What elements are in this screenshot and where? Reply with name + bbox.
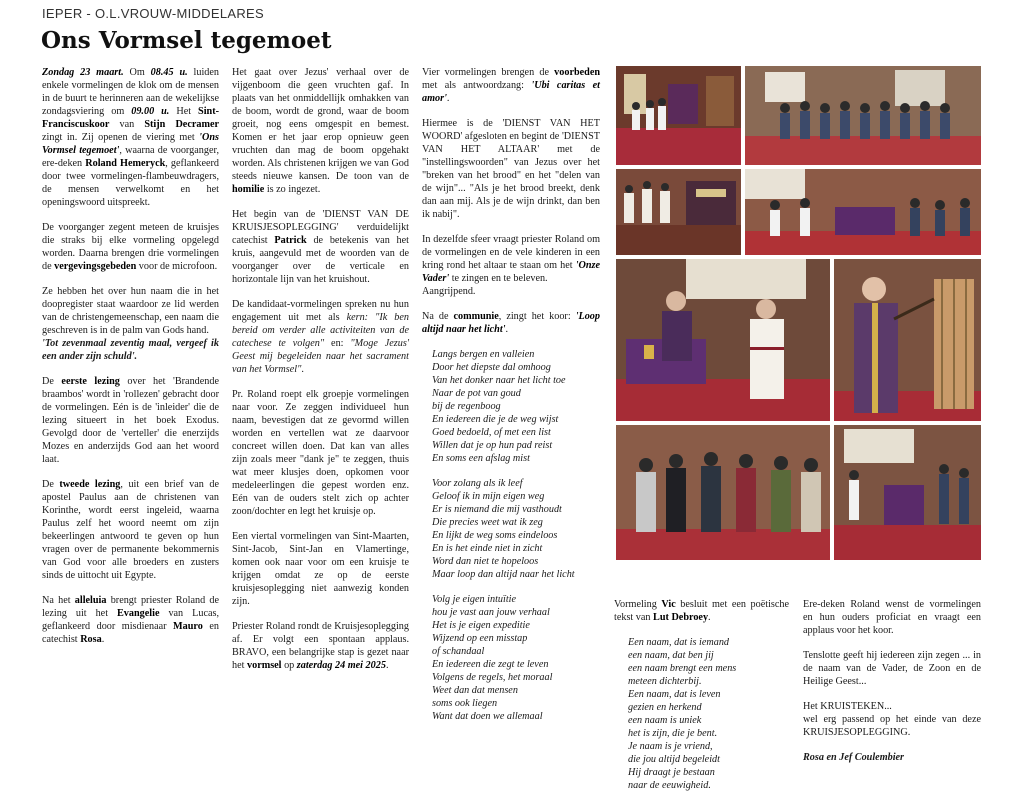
text-run: 08.45 u. xyxy=(150,67,188,78)
text-run: Zondag 23 maart. xyxy=(42,67,124,78)
text-run: . xyxy=(301,364,304,375)
author-signature: Rosa en Jef Coulembier xyxy=(803,752,905,763)
text-run: Rosa xyxy=(80,634,102,645)
text-run: Om xyxy=(123,67,151,78)
text-run: met als antwoordzang: xyxy=(422,80,532,91)
paragraph xyxy=(42,285,219,363)
article-column-1 xyxy=(42,66,219,658)
article-column-4 xyxy=(614,598,789,792)
paragraph xyxy=(422,233,600,298)
paragraph xyxy=(803,598,981,637)
text-run: 'Ubi caritas et amor' xyxy=(422,80,600,104)
photo-collage xyxy=(616,66,981,560)
text-run: zaterdag 24 mei 2025 xyxy=(296,660,386,671)
text-run: op xyxy=(281,660,297,671)
text-run: Stijn Decramer xyxy=(144,119,219,130)
text-run: , geflankeerd door twee vormelingen-flambeuwdragers, de mensen verwelkomt en het openingswoord uitspreekt. xyxy=(42,158,220,208)
poem-line: een naam, dat ben jij xyxy=(628,650,714,661)
article-headline: Ons Vormsel tegemoet xyxy=(41,27,332,54)
text-run: Ere-deken Roland wenst de vormelingen en hun ouders proficiat en vraagt een applaus voor het koor. xyxy=(803,599,981,636)
text-run: kern: "Ik ben bereid om verder alle activiteiten van de catechese te volgen" xyxy=(232,312,409,349)
text-run: , uit een brief van de apostel Paulus aan de christenen van Korinthe, wordt eerst ingeleid, waarna Paulus zelf het woord neemt om zijn bekeerlingen antwoord te geven op hun vragen over de permanente bekommernis van God voor alle broeders en zusters sinds de uittocht uit Egypte. xyxy=(42,479,219,581)
poem-line: Een naam, dat is leven xyxy=(628,689,721,700)
text-run: vormsel xyxy=(247,660,282,671)
text-run: Na de xyxy=(422,311,454,322)
poem-line: Er is niemand die mij vasthoudt xyxy=(432,504,562,515)
song-lyrics xyxy=(432,348,600,723)
text-run: De xyxy=(42,479,60,490)
poem-line: of schandaal xyxy=(432,646,485,657)
poem-line: die jou altijd begeleidt xyxy=(628,754,720,765)
text-run: Roland Hemeryck xyxy=(85,158,166,169)
text-run: Vier vormelingen brengen de xyxy=(422,67,555,78)
poem-line: Van het donker naar het licht toe xyxy=(432,375,566,386)
text-run: Het KRUISTEKEN... xyxy=(803,701,892,712)
text-run: 'Tot zevenmaal zeventig maal, vergeef ik een ander zijn schuld'. xyxy=(42,338,219,362)
photo-priest-blessing xyxy=(834,259,981,421)
text-run: is zo ingezet. xyxy=(264,184,321,195)
poem-line: een naam is uniek xyxy=(628,715,702,726)
poem-line: Langs bergen en valleien xyxy=(432,349,535,360)
poem-line: Voor zolang als ik leef xyxy=(432,478,523,489)
paragraph xyxy=(614,598,789,624)
text-run: In dezelfde sfeer vraagt priester Roland om de vormelingen en de vele kinderen in een kring rond het altaar te staan om het xyxy=(422,234,600,271)
poem-line: Hij draagt je bestaan xyxy=(628,767,715,778)
text-run: . xyxy=(446,93,450,104)
text-run: wel erg passend op het einde van deze KRUISJESOPLEGGING. xyxy=(803,714,981,738)
poem-line: gezien en herkend xyxy=(628,702,702,713)
text-run: homilie xyxy=(232,184,265,195)
text-run: "Moge Jezus' Geest mij begeleiden naar het sacrament van het Vormsel" xyxy=(232,338,409,375)
poem-line: Maar loop dan altijd naar het licht xyxy=(432,569,575,580)
text-run: . xyxy=(385,660,389,671)
text-run: Aangrijpend. xyxy=(422,286,476,297)
text-run: Ze hebben het over hun naam die in het doopregister staat waardoor ze lid werden van de christengemeenschap, een naam die geschreven is in de palm van Gods hand. xyxy=(42,286,219,336)
text-run: eerste lezing xyxy=(61,376,120,387)
poem-line: hou je vast aan jouw verhaal xyxy=(432,607,550,618)
poem-line: het is zijn, die je bent. xyxy=(628,728,718,739)
text-run: besluit met een poëtische tekst van xyxy=(614,599,789,623)
text-run: Een viertal vormelingen van Sint-Maarten, Sint-Jacob, Sint-Jan en Vlamertinge, komen ook naar voor om een kruisje te krijgen omdat ze op de eerste kruisjesoplegging niet aanwezig konden zijn. xyxy=(232,531,409,607)
poem-line: Door het diepste dal omhoog xyxy=(432,362,551,373)
text-run: Hiermee is de 'DIENST VAN HET WOORD' afgesloten en begint de 'DIENST VAN HET ALTAAR' met de "instellingswoorden" van Jezus over het "breken van het brood" en het "delen van de wijn"... "Als je het brood breekt, denk dan aan mij. Als je de wijn drinkt, dan ben ik nabij". xyxy=(422,118,600,220)
paragraph xyxy=(422,66,600,105)
text-run: vergevingsgebeden xyxy=(54,261,137,272)
text-run: communie xyxy=(453,311,499,322)
text-run: Patrick xyxy=(274,235,307,246)
text-run: alleluia xyxy=(74,595,107,606)
poem-line: bij de regenboog xyxy=(432,401,501,412)
photo-church-row xyxy=(616,169,741,255)
paragraph xyxy=(42,66,219,209)
text-run: Tenslotte geeft hij iedereen zijn zegen ... in de naam van de Vader, de Zoon en de Heilige Geest... xyxy=(803,650,981,687)
text-run: de betekenis van het kruis, aangevuld met de woorden van de voorganger over de verticale en horizontale lijn van het kruishout. xyxy=(232,235,410,285)
text-run: . xyxy=(708,612,711,623)
text-run: Het begin van de 'DIENST VAN DE KRUISJESOPLEGGING' verduidelijkt catechist xyxy=(232,209,409,246)
text-run: 09.00 u. xyxy=(131,106,170,117)
poem-line: Want dat doen we allemaal xyxy=(432,711,543,722)
paragraph xyxy=(42,375,219,466)
text-run: Pr. Roland roept elk groepje vormelingen naar voor. Ze zeggen individueel hun naam, bevestigen dat ze gevormd willen worden en vertellen wat ze daarvoor concreet willen doen. Dat kan van alles zijn zoals meer "dank je" te zeggen, thuis wat meer klusjes doen, opkomen voor medeleerlingen die gepest worden enz. Eén van de ouders stelt zich op achter zoon/dochter en legt het kruisje op. xyxy=(232,389,409,517)
text-run: Het xyxy=(169,106,199,117)
photo-priest-reading xyxy=(616,259,830,421)
paragraph xyxy=(422,117,600,221)
paragraph xyxy=(232,388,409,518)
photo-choir xyxy=(745,66,981,165)
paragraph xyxy=(232,530,409,608)
text-run: De voorganger zegent meteen de kruisjes die straks bij elke vormeling opgelegd worden. Daarna brengen drie vormelingen de xyxy=(42,222,219,272)
text-run: . xyxy=(505,324,509,335)
poem-line: En soms een afslag mist xyxy=(432,453,530,464)
photo-procession xyxy=(616,66,741,165)
article-column-3 xyxy=(422,66,600,723)
paragraph xyxy=(232,620,409,672)
poem xyxy=(628,636,789,792)
text-run: Lut Debroey xyxy=(653,612,709,623)
poem-line: een naam brengt een mens xyxy=(628,663,737,674)
poem-line: Naar de pot van goud xyxy=(432,388,521,399)
section-kicker: IEPER - O.L.VROUW-MIDDELARES xyxy=(42,6,264,21)
poem-line: En is het einde niet in zicht xyxy=(432,543,543,554)
poem-line: naar de eeuwigheid. xyxy=(628,780,711,791)
text-run: Na het xyxy=(42,595,75,606)
paragraph xyxy=(232,66,409,196)
paragraph xyxy=(232,298,409,376)
paragraph xyxy=(422,310,600,336)
text-run: Priester Roland rondt de Kruisjesoplegging af. Er volgt een spontaan applaus. BRAVO, een belangrijke stap is gezet naar het xyxy=(232,621,409,671)
poem-line: Wijzend op een misstap xyxy=(432,633,528,644)
article-column-2 xyxy=(232,66,409,684)
poem-line: En iedereen die zegt te leven xyxy=(432,659,549,670)
text-run: Vormeling xyxy=(614,599,662,610)
text-run: 'Ons Vormsel tegemoet' xyxy=(42,132,219,156)
poem-line: meteen dichterbij. xyxy=(628,676,702,687)
paragraph xyxy=(232,208,409,286)
paragraph xyxy=(803,700,981,739)
photo-confirmands xyxy=(616,425,830,560)
poem-line: En lijkt de weg soms eindeloos xyxy=(432,530,558,541)
poem-line: Word dan niet te hopeloos xyxy=(432,556,539,567)
photo-choir-stand xyxy=(834,425,981,560)
poem-line: Weet dan dat mensen xyxy=(432,685,518,696)
paragraph xyxy=(42,594,219,646)
article-column-5 xyxy=(803,598,981,776)
text-run: zingt in. Zij openen de viering met xyxy=(42,132,200,143)
poem-line: Die precies weet wat ik zeg xyxy=(432,517,543,528)
text-run: over het 'Brandende braambos' wordt in 'rollezen' gebracht door de vormelingen. Eén is de 'inleider' die de lezing situeert in het boek Exodus. Gevolgd door de 'verteller' die enerzijds Mozes en anderzijds God aan het woord laat. xyxy=(42,376,219,465)
text-run: 'Onze Vader' xyxy=(422,260,600,284)
text-run: Het gaat over Jezus' verhaal over de vijgenboom die geen vruchten gaf. In plaats van het onmiddellijk omhakken van de boom, wordt de grond, waar de boom groeit, nog eens omgespit en bemest. Komen er het jaar erop opnieuw geen vruchten dan mag de boom opgehakt worden. Als christenen krijgen we van God steeds nieuwe kansen. De toon van de xyxy=(232,67,409,182)
text-run: te zingen en te beleven. xyxy=(449,273,548,284)
poem-line: Je naam is je vriend, xyxy=(628,741,713,752)
text-run: van Lucas, geflankeerd door misdienaar xyxy=(42,608,219,632)
text-run: en catechist xyxy=(42,621,219,645)
text-run: Vic xyxy=(661,599,676,610)
poem-line: Het is je eigen expeditie xyxy=(432,620,530,631)
text-run: Evangelie xyxy=(117,608,160,619)
poem-line: Goed bedoeld, of met een list xyxy=(432,427,551,438)
text-run: De xyxy=(42,376,62,387)
text-run: van xyxy=(109,119,145,130)
text-run: en: xyxy=(324,338,351,349)
paragraph xyxy=(42,221,219,273)
text-run: De kandidaat-vormelingen spreken nu hun engagement uit met als xyxy=(232,299,409,323)
paragraph xyxy=(803,649,981,688)
poem-line: soms ook liegen xyxy=(432,698,498,709)
paragraph xyxy=(42,478,219,582)
text-run: . xyxy=(101,634,105,645)
photo-altar-group xyxy=(745,169,981,255)
text-run: Sint-Franciscuskoor xyxy=(42,106,219,130)
poem-line: Volgens de regels, het moraal xyxy=(432,672,553,683)
text-run: , zingt het koor: xyxy=(498,311,576,322)
text-run: tweede lezing xyxy=(59,479,121,490)
text-run: luiden enkele vormelingen de klok om de mensen in de buurt te herinneren aan de wekelijkse zondagsviering om xyxy=(42,67,220,117)
poem-line: Geloof ik in mijn eigen weg xyxy=(432,491,545,502)
text-run: brengt priester Roland de lezing uit het xyxy=(42,595,219,619)
poem-line: Een naam, dat is iemand xyxy=(628,637,730,648)
poem-line: Volg je eigen intuïtie xyxy=(432,594,517,605)
text-run: 'Loop altijd naar het licht' xyxy=(422,311,600,335)
text-run: , waarna de voorganger, ere-deken xyxy=(42,145,219,169)
text-run: voor de microfoon. xyxy=(136,261,218,272)
text-run: Mauro xyxy=(173,621,203,632)
text-run: voorbeden xyxy=(554,67,600,78)
poem-line: Willen dat je op hun pad reist xyxy=(432,440,553,451)
poem-line: En iedereen die je de weg wijst xyxy=(432,414,559,425)
